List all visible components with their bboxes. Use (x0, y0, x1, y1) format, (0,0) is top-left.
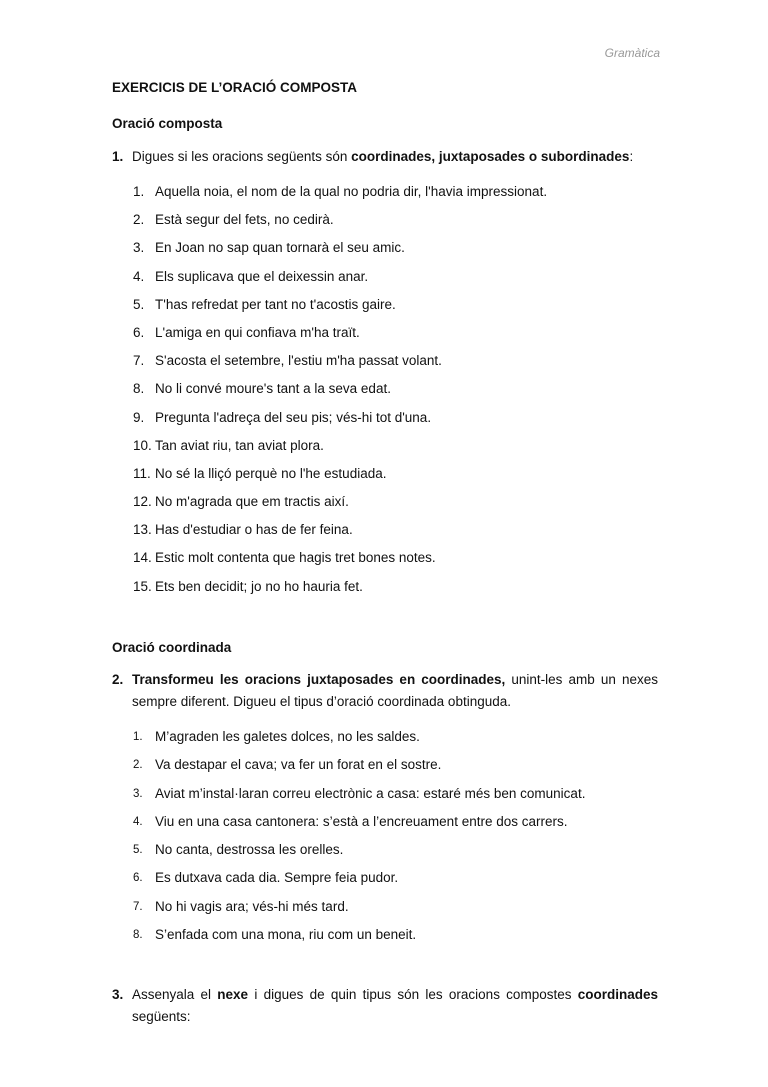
prompt-text: unint-les amb un nexes sempre diferent. Digueu el tipus d’oració coordinada obtinguda. (132, 672, 658, 709)
list-item-number: 10. (133, 437, 152, 453)
list-item (112, 842, 658, 870)
list-item-text: No hi vagis ara; vés-hi més tard. (155, 898, 349, 914)
list-item-text: Viu en una casa cantonera: s’està a l’encreuament entre dos carrers. (155, 813, 568, 829)
list-item (112, 410, 658, 438)
list-item-number: 3. (133, 240, 145, 256)
prompt-bold-text: nexe (217, 987, 249, 1002)
list-item-text: Estic molt contenta que hagis tret bones notes. (155, 550, 436, 566)
list-item-number: 5. (133, 296, 145, 312)
list-item-number: 13. (133, 522, 152, 538)
list-item (112, 240, 658, 268)
list-item-number: 4. (133, 268, 145, 284)
prompt-text: Digues si les oracions següents són (132, 149, 352, 164)
list-item-number: 2. (133, 759, 143, 772)
list-item-text: L'amiga en qui confiava m'ha traït. (155, 324, 360, 340)
list-item-number: 12. (133, 494, 152, 510)
list-item-text: T'has refredat per tant no t'acostis gaire. (155, 296, 396, 312)
list-item-text: Els suplicava que el deixessin anar. (155, 268, 369, 284)
list-item-text: Va destapar el cava; va fer un forat en el sostre. (155, 757, 442, 773)
list-item-text: Tan aviat riu, tan aviat plora. (155, 437, 324, 453)
list-item (112, 466, 658, 494)
exercise-1-prompt (112, 146, 658, 168)
list-item (112, 786, 658, 814)
list-item-number: 2. (133, 212, 145, 228)
document-title: EXERCICIS DE L’ORACIÓ COMPOSTA (112, 80, 358, 95)
exercise-2-list (112, 729, 658, 955)
list-item-number: 7. (133, 353, 145, 369)
list-item-number: 8. (133, 381, 145, 397)
list-item-text: Aviat m’instal·laran correu electrònic a casa: estaré més ben comunicat. (155, 785, 586, 801)
list-item (112, 550, 658, 578)
list-item-number: 9. (133, 409, 145, 425)
prompt-text: Assenyala el (132, 987, 218, 1002)
list-item-number: 5. (133, 844, 143, 857)
list-item (112, 757, 658, 785)
list-item-text: M’agraden les galetes dolces, no les saldes. (155, 729, 420, 744)
list-item (112, 184, 658, 212)
list-item (112, 870, 658, 898)
list-item-number: 7. (133, 900, 143, 913)
list-item (112, 899, 658, 927)
list-item-number: 11. (133, 465, 151, 481)
prompt-text-end: següents: (132, 1009, 191, 1024)
list-item (112, 381, 658, 409)
list-item-number: 15. (133, 578, 152, 594)
list-item-text: No canta, destrossa les orelles. (155, 842, 344, 858)
prompt-text: i digues de quin tipus són les oracions compostes (248, 987, 578, 1002)
exercise-3-prompt (112, 984, 658, 1028)
list-item-text: Ets ben decidit; jo no ho hauria fet. (155, 578, 363, 594)
list-item-text: Està segur del fets, no cedirà. (155, 212, 334, 228)
prompt-text-end: : (629, 149, 634, 164)
list-item (112, 297, 658, 325)
list-item-text: Has d'estudiar o has de fer feina. (155, 522, 353, 538)
list-item-number: 6. (133, 324, 145, 340)
list-item (112, 494, 658, 522)
section-heading-oracio-composta: Oració composta (112, 116, 223, 131)
section-heading-oracio-coordinada: Oració coordinada (112, 640, 232, 655)
list-item-number: 8. (133, 929, 143, 942)
list-item-text: S’enfada com una mona, riu com un beneit. (155, 927, 417, 943)
exercise-number: 3. (112, 987, 124, 1002)
list-item-text: Aquella noia, el nom de la qual no podria dir, l'havia impressionat. (155, 184, 548, 199)
exercise-number: 1. (112, 149, 124, 164)
list-item-text: Es dutxava cada dia. Sempre feia pudor. (155, 870, 399, 886)
list-item-number: 6. (133, 872, 143, 885)
prompt-bold-text: coordinades (577, 987, 658, 1002)
list-item (112, 729, 658, 757)
list-item (112, 579, 658, 607)
list-item (112, 353, 658, 381)
prompt-bold-text: Transformeu les oracions juxtaposades en coordinades, (132, 672, 506, 687)
exercise-2-prompt (112, 669, 658, 713)
list-item (112, 927, 658, 955)
list-item-text: No li convé moure's tant a la seva edat. (155, 381, 391, 397)
page-header: Gramàtica (604, 46, 660, 60)
exercise-number: 2. (112, 672, 124, 687)
list-item-number: 3. (133, 787, 143, 800)
list-item (112, 522, 658, 550)
list-item-number: 1. (133, 731, 143, 743)
list-item (112, 438, 658, 466)
list-item-text: No m'agrada que em tractis així. (155, 494, 349, 510)
list-item (112, 269, 658, 297)
list-item-text: En Joan no sap quan tornarà el seu amic. (155, 240, 405, 256)
list-item (112, 325, 658, 353)
list-item (112, 814, 658, 842)
prompt-bold-text: coordinades, juxtaposades o subordinades (351, 149, 630, 164)
list-item (112, 212, 658, 240)
list-item-text: No sé la lliçó perquè no l'he estudiada. (155, 465, 387, 481)
list-item-text: Pregunta l'adreça del seu pis; vés-hi tot d'una. (155, 409, 432, 425)
list-item-number: 14. (133, 550, 152, 566)
list-item-text: S'acosta el setembre, l'estiu m'ha passat volant. (155, 353, 442, 369)
list-item-number: 1. (133, 184, 145, 199)
exercise-1-list (112, 184, 658, 607)
list-item-number: 4. (133, 815, 143, 828)
